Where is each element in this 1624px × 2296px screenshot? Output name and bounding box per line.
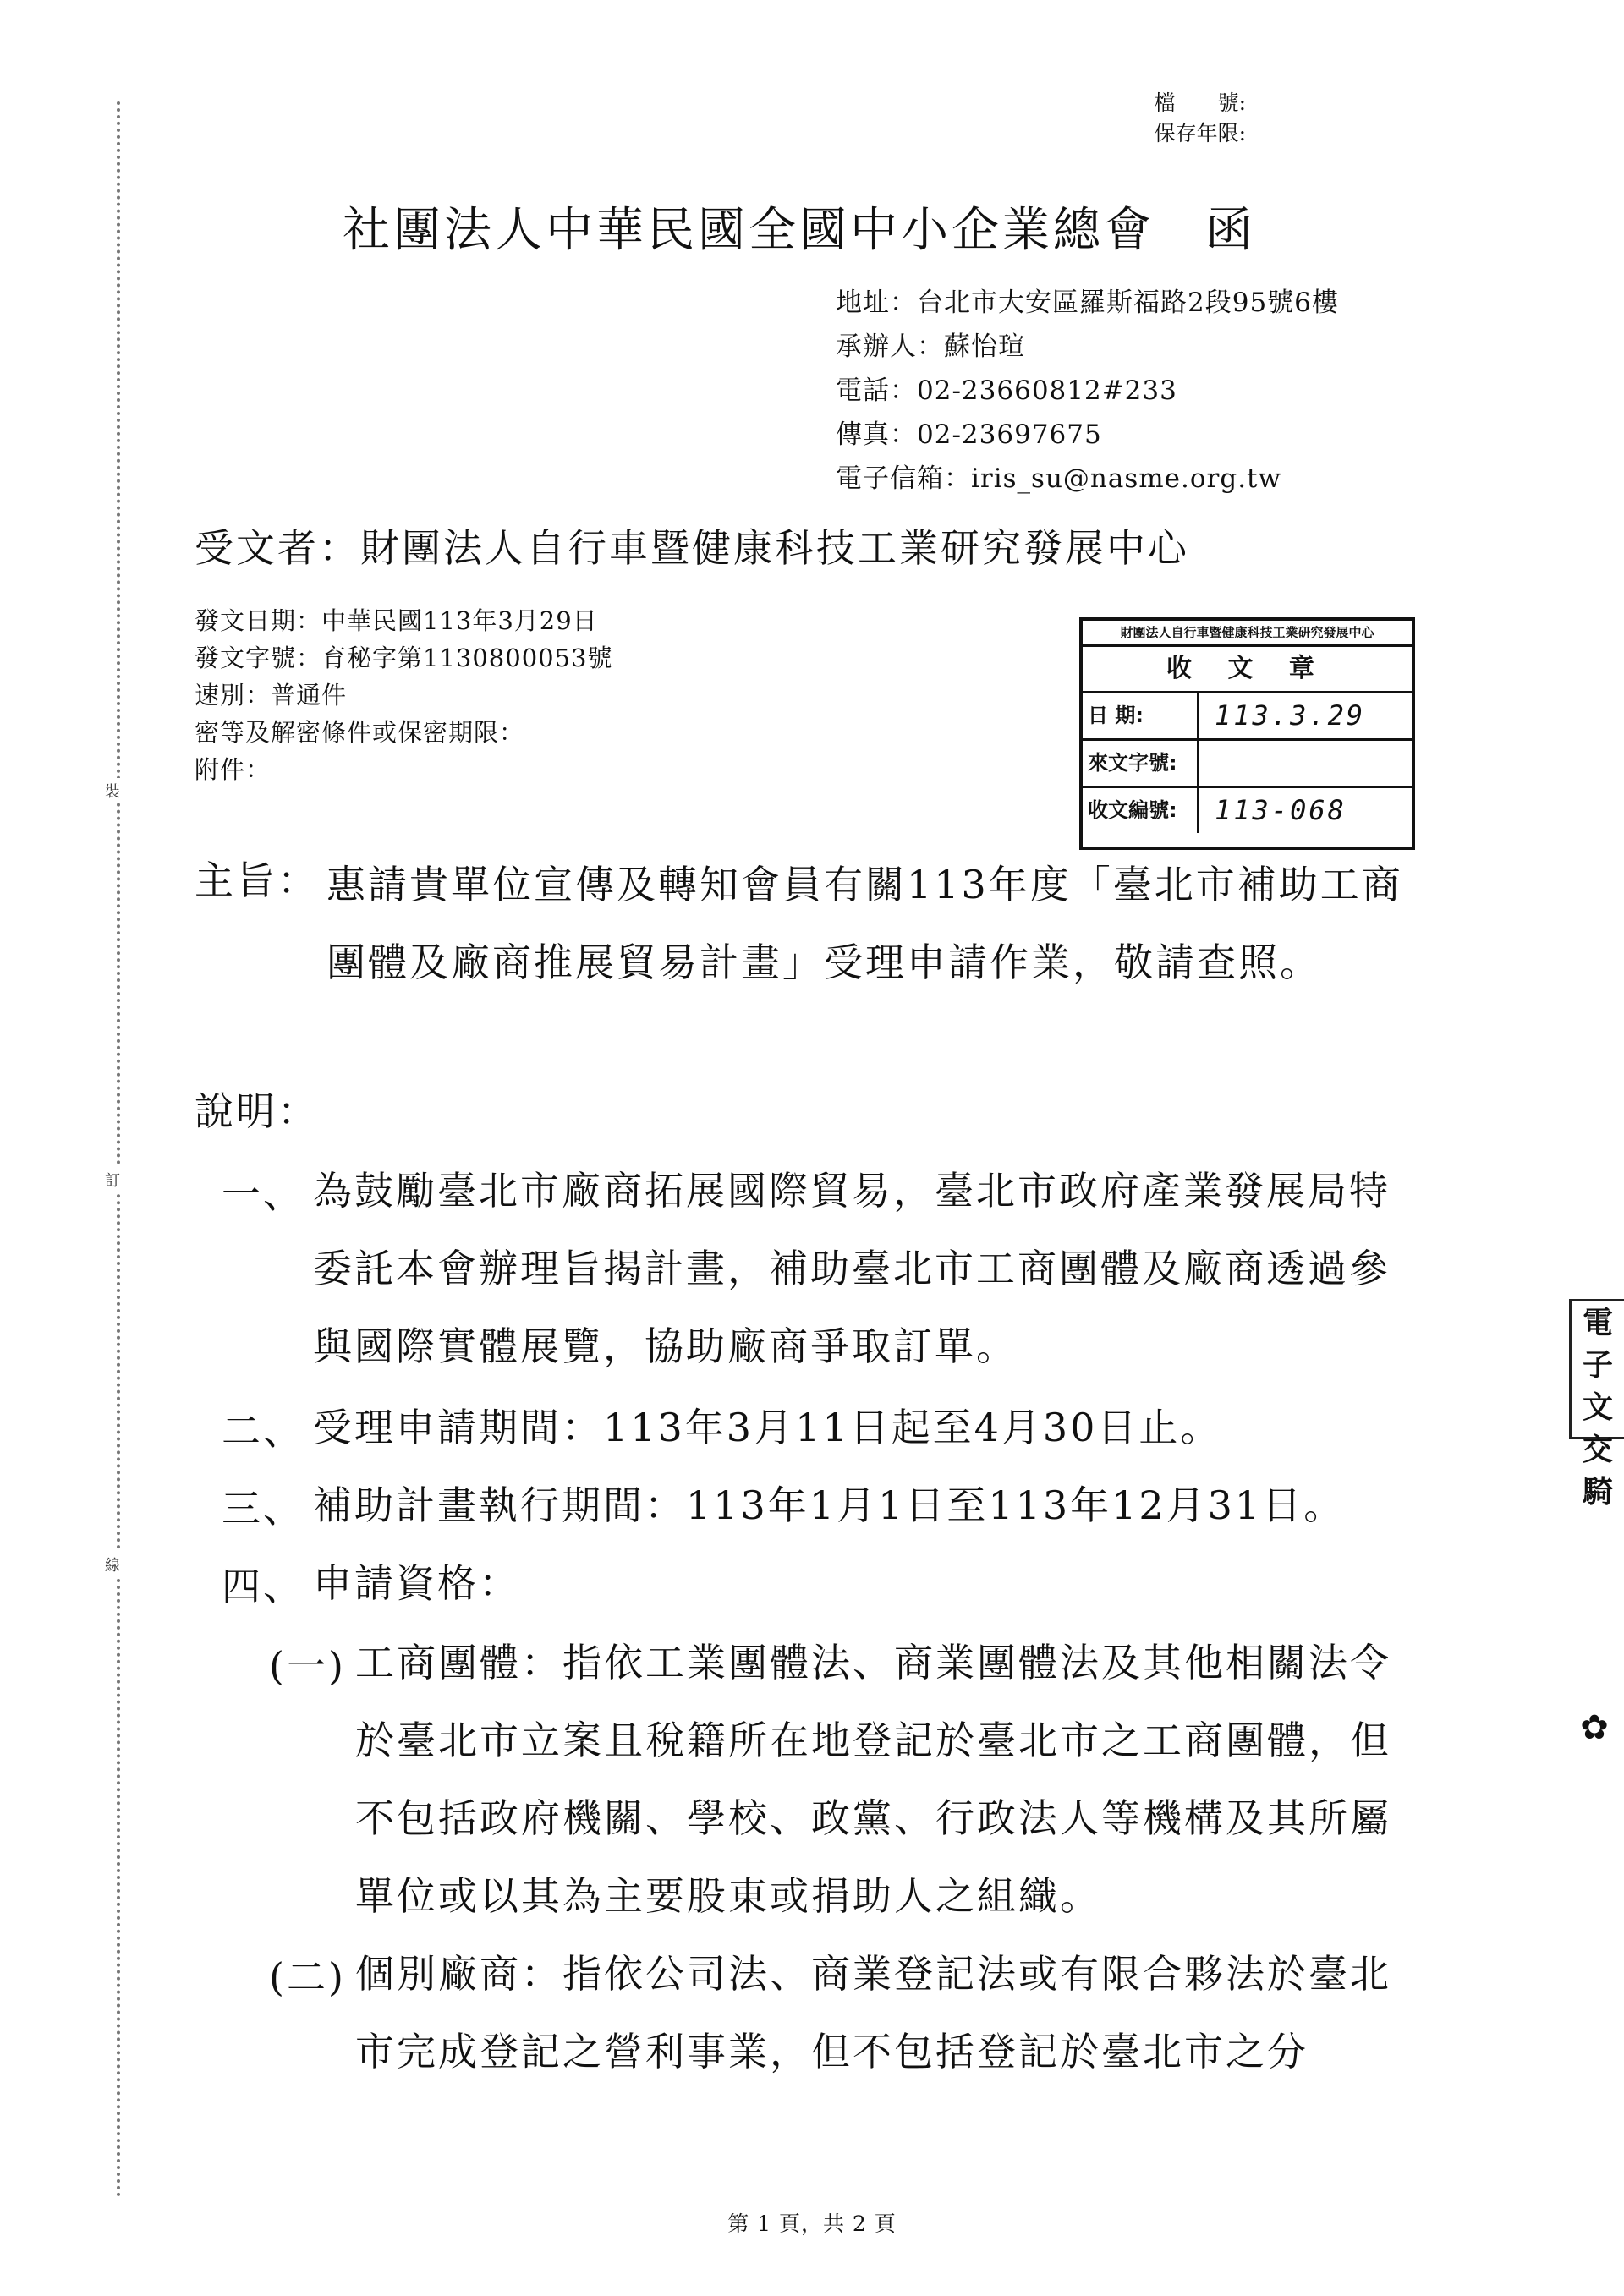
send-secrecy: 密等及解密條件或保密期限： bbox=[195, 718, 525, 747]
stamp-org: 財團法人自行車暨健康科技工業研究發展中心 bbox=[1083, 621, 1412, 647]
recipient: 受文者：財團法人自行車暨健康科技工業研究發展中心 bbox=[195, 525, 1189, 571]
stamp-ref-value bbox=[1199, 741, 1412, 786]
item-2-number: 二、 bbox=[222, 1408, 304, 1454]
stamp-serial-value: 113-068 bbox=[1215, 794, 1347, 826]
subject-text: 惠請貴單位宣傳及轉知會員有關113年度「臺北市補助工商團體及廠商推展貿易計畫」受理申請作業，敬請查照。 bbox=[326, 862, 1403, 985]
binding-mark-ding: 訂 bbox=[105, 1167, 120, 1192]
subject-label: 主旨： bbox=[195, 858, 319, 903]
document-title: 社團法人中華民國全國中小企業總會 函 bbox=[343, 203, 1256, 258]
stamp-date-label: 日 期: bbox=[1083, 693, 1199, 738]
sender-email: 電子信箱：iris_su@nasme.org.tw bbox=[836, 463, 1282, 494]
sender-handler: 承辦人：蘇怡瑄 bbox=[836, 332, 1025, 362]
stamp-ref-label: 來文字號: bbox=[1083, 741, 1199, 786]
send-info bbox=[195, 602, 613, 788]
retention-label: 保存年限: bbox=[1154, 121, 1246, 145]
stamp-date-value: 113.3.29 bbox=[1215, 699, 1366, 732]
binding-line bbox=[117, 101, 120, 2199]
binding-mark-zhuang: 裝 bbox=[105, 778, 120, 803]
stamp-header: 收 文 章 bbox=[1083, 647, 1412, 693]
item-2-text: 受理申請期間：113年3月11日起至4月30日止。 bbox=[313, 1405, 1222, 1450]
page-footer: 第 1 頁，共 2 頁 bbox=[727, 2211, 897, 2236]
receipt-stamp bbox=[1079, 617, 1415, 850]
stamp-row-date bbox=[1083, 693, 1412, 741]
item-1-number: 一、 bbox=[222, 1171, 304, 1217]
send-speed: 速別：普通件 bbox=[195, 681, 348, 710]
stamp-row-serial bbox=[1083, 788, 1412, 833]
archive-info bbox=[1155, 88, 1246, 149]
file-number-label: 檔 號: bbox=[1154, 90, 1246, 115]
subitem-2-text: 個別廠商：指依公司法、商業登記法或有限合夥法於臺北市完成登記之營利事業，但不包括登記於臺北市之分 bbox=[355, 1951, 1391, 2074]
subitem-1-number: (一) bbox=[269, 1643, 346, 1689]
item-3-number: 三、 bbox=[222, 1486, 304, 1532]
send-attachment: 附件： bbox=[195, 755, 272, 784]
side-stamp-text: 電子 文交 騎 bbox=[1582, 1305, 1613, 1510]
send-number: 發文字號：育秘字第1130800053號 bbox=[195, 644, 613, 672]
item-1-text: 為鼓勵臺北市廠商拓展國際貿易，臺北市政府產業發展局特委託本會辦理旨揭計畫，補助臺北市工商團體及廠商透過參與國際實體展覽，協助廠商爭取訂單。 bbox=[313, 1168, 1391, 1369]
item-4-number: 四、 bbox=[222, 1564, 304, 1609]
side-seal-mark: ✿ bbox=[1580, 1708, 1609, 1747]
item-3-text: 補助計畫執行期間：113年1月1日至113年12月31日。 bbox=[313, 1482, 1346, 1528]
binding-mark-xian: 線 bbox=[105, 1552, 120, 1577]
sender-info bbox=[836, 281, 1339, 501]
sender-address: 地址：台北市大安區羅斯福路2段95號6樓 bbox=[836, 288, 1339, 318]
subitem-1-text: 工商團體：指依工業團體法、商業團體法及其他相關法令於臺北市立案且稅籍所在地登記於臺北市之工商團體，但不包括政府機關、學校、政黨、行政法人等機構及其所屬單位或以其為主要股東或捐助人之組織。 bbox=[355, 1640, 1391, 1919]
subitem-2-number: (二) bbox=[269, 1954, 346, 2000]
sender-fax: 傳真：02-23697675 bbox=[836, 419, 1102, 450]
sender-phone: 電話：02-23660812#233 bbox=[836, 375, 1177, 406]
side-partial-stamp bbox=[1569, 1299, 1624, 1510]
stamp-row-ref bbox=[1083, 741, 1412, 788]
stamp-serial-label: 收文編號: bbox=[1083, 788, 1199, 833]
explain-label: 說明： bbox=[195, 1088, 319, 1134]
send-date: 發文日期：中華民國113年3月29日 bbox=[195, 606, 598, 635]
item-4-text: 申請資格： bbox=[313, 1560, 520, 1606]
